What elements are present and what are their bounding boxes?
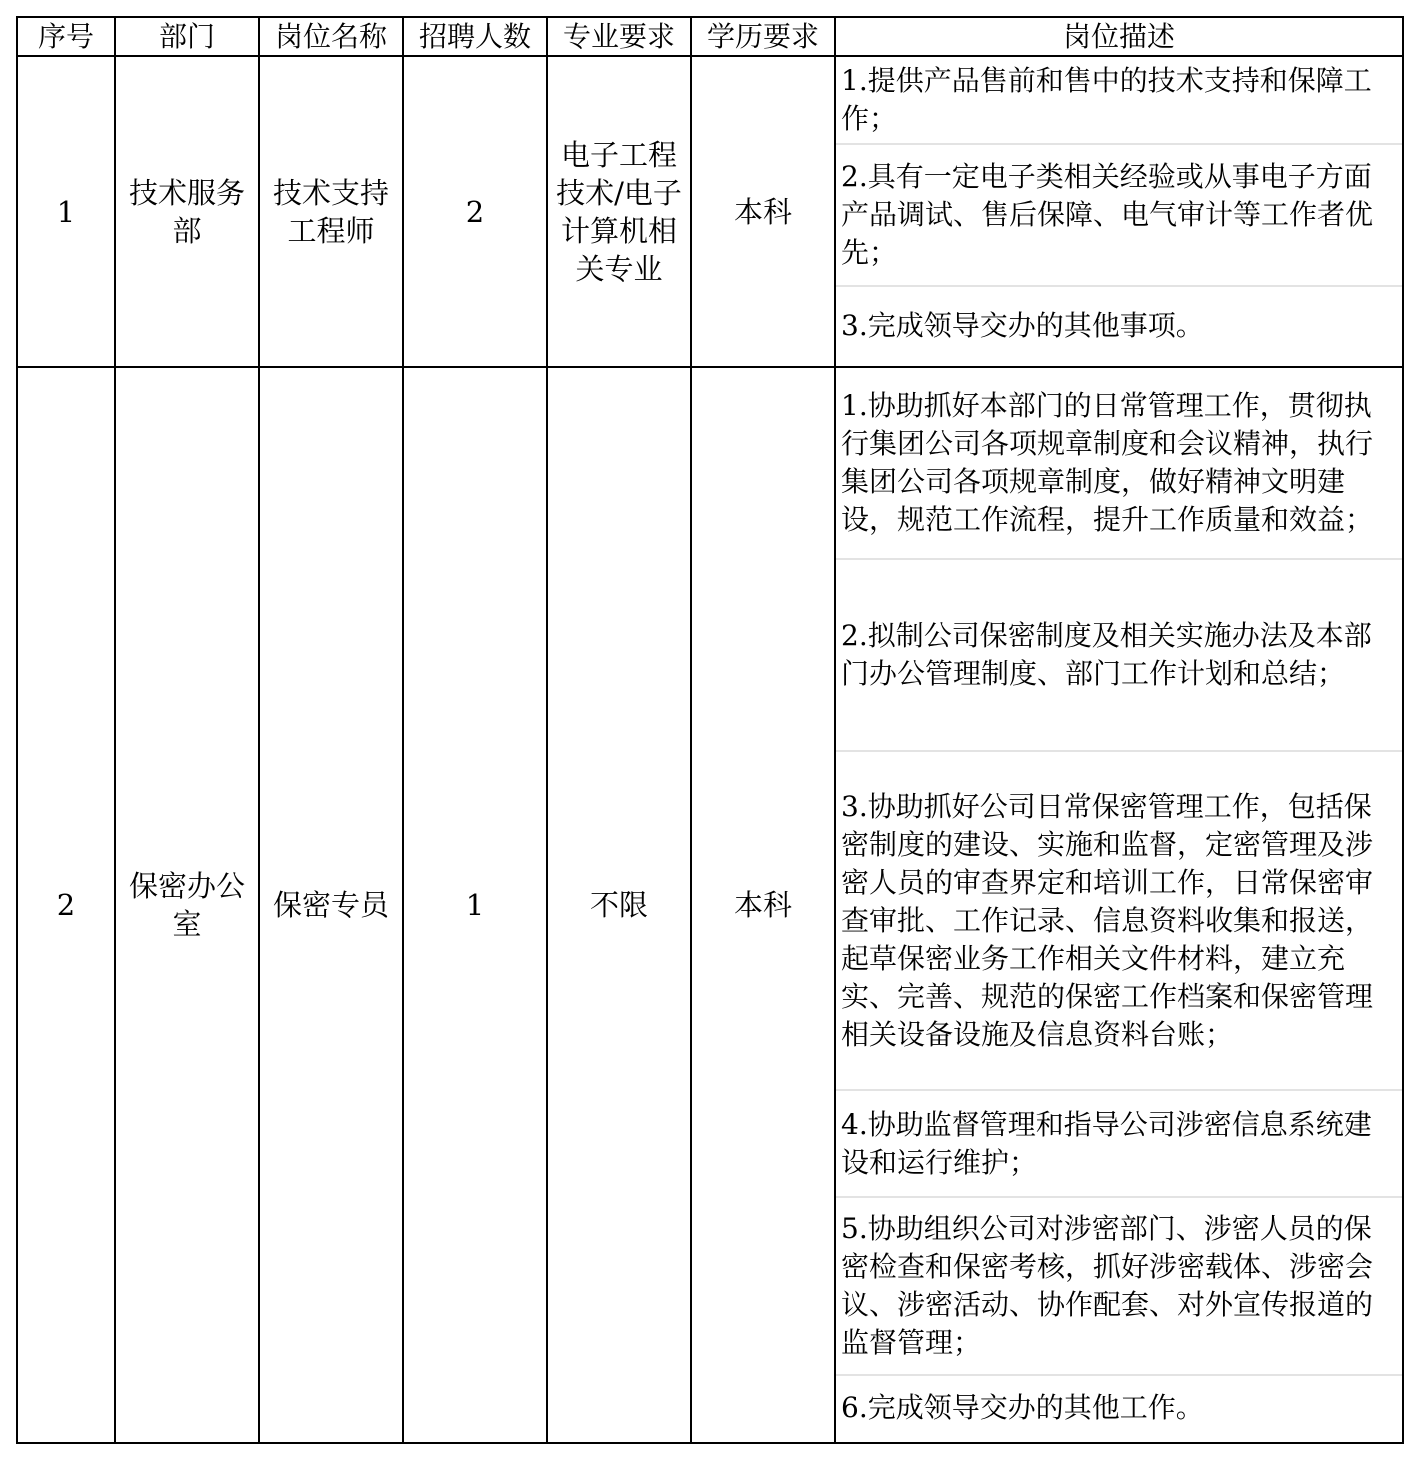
major-value: 电子工程技术/电子计算机相关专业: [556, 137, 682, 286]
position-value: 技术支持工程师: [272, 175, 389, 248]
cell-count: [403, 56, 547, 367]
header-count: 招聘人数: [403, 17, 547, 56]
header-department: 部门: [115, 17, 259, 56]
duty-item: 4.协助监督管理和指导公司涉密信息系统建设和运行维护；: [836, 1091, 1402, 1198]
major-value: 不限: [589, 888, 648, 922]
duty-item: 2.拟制公司保密制度及相关实施办法及本部门办公管理制度、部门工作计划和总结；: [836, 560, 1402, 752]
header-index: 序号: [17, 17, 115, 56]
cell-index: [17, 56, 115, 367]
cell-education: [691, 367, 835, 1443]
index-value: 1: [56, 194, 76, 229]
cell-major: [547, 56, 691, 367]
header-description: 岗位描述: [835, 17, 1403, 56]
cell-department: [115, 56, 259, 367]
cell-index: [17, 367, 115, 1443]
cell-description: [835, 56, 1403, 367]
duty-item: 1.协助抓好本部门的日常管理工作，贯彻执行集团公司各项规章制度和会议精神，执行集团公司各项规章制度，做好精神文明建设，规范工作流程，提升工作质量和效益；: [836, 368, 1402, 560]
cell-position: [259, 56, 403, 367]
cell-department: [115, 367, 259, 1443]
header-education: 学历要求: [691, 17, 835, 56]
cell-major: [547, 367, 691, 1443]
cell-education: [691, 56, 835, 367]
recruitment-table: [16, 16, 1404, 1444]
education-value: 本科: [733, 888, 792, 922]
duty-item: 3.完成领导交办的其他事项。: [841, 308, 1204, 342]
duty-item: 5.协助组织公司对涉密部门、涉密人员的保密检查和保密考核，抓好涉密载体、涉密会议、涉密活动、协作配套、对外宣传报道的监督管理；: [836, 1198, 1402, 1376]
header-row: [17, 17, 1403, 56]
count-value: 1: [465, 888, 485, 922]
department-value: 技术服务部: [128, 175, 245, 248]
header-major: 专业要求: [547, 17, 691, 56]
duty-item: 2.具有一定电子类相关经验或从事电子方面产品调试、售后保障、电气审计等工作者优先；: [836, 145, 1402, 287]
header-position: 岗位名称: [259, 17, 403, 56]
position-value: 保密专员: [272, 888, 389, 922]
department-value: 保密办公室: [128, 869, 245, 941]
duty-item: 6.完成领导交办的其他工作。: [841, 1391, 1204, 1424]
duty-item: 1.提供产品售前和售中的技术支持和保障工作；: [836, 57, 1402, 145]
cell-description: [835, 367, 1403, 1443]
education-value: 本科: [733, 194, 792, 229]
count-value: 2: [465, 194, 485, 229]
table-row: [17, 56, 1403, 367]
cell-count: [403, 367, 547, 1443]
cell-position: [259, 367, 403, 1443]
table-header: [17, 17, 1403, 56]
table-row: [17, 367, 1403, 1443]
index-value: 2: [56, 888, 76, 922]
duty-item: 3.协助抓好公司日常保密管理工作，包括保密制度的建设、实施和监督，定密管理及涉密人员的审查界定和培训工作，日常保密审查审批、工作记录、信息资料收集和报送，起草保密业务工作相关文件材料，建立充实、完善、规范的保密工作档案和保密管理相关设备设施及信息资料台账；: [836, 752, 1402, 1091]
